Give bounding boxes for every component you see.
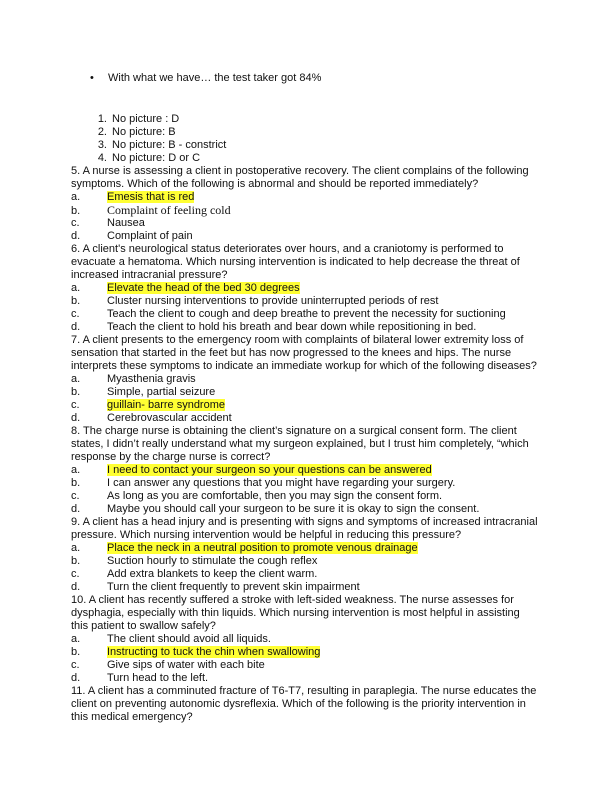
option-letter: c. xyxy=(71,659,80,671)
answer-option xyxy=(71,373,541,386)
option-text: Suction hourly to stimulate the cough reflex xyxy=(107,555,318,567)
option-letter: b. xyxy=(71,295,81,307)
option-text: I can answer any questions that you might have regarding your surgery. xyxy=(107,477,456,489)
option-letter: c. xyxy=(71,308,80,320)
option-letter: a. xyxy=(71,191,81,203)
answer-option xyxy=(71,204,541,217)
question-block xyxy=(71,425,541,516)
option-text: Add extra blankets to keep the client warm. xyxy=(107,568,318,580)
answer-option xyxy=(71,659,541,672)
option-letter: d. xyxy=(71,230,81,242)
question-stem-line: symptoms. Which of the following is abnormal and should be reported immediately? xyxy=(71,178,479,190)
numbered-item-number: 3. xyxy=(97,139,107,151)
option-text: Teach the client to cough and deep breathe to prevent the necessity for suctioning xyxy=(107,308,506,320)
option-letter: c. xyxy=(71,490,80,502)
option-text: Turn the client frequently to prevent skin impairment xyxy=(107,581,360,593)
option-letter: a. xyxy=(71,633,81,645)
answer-option xyxy=(71,295,541,308)
answer-option xyxy=(71,230,541,243)
question-stem-line: this medical emergency? xyxy=(71,711,193,723)
question-stem-line: interprets these symptoms to indicate an immediate workup for which of the following diseases? xyxy=(71,360,537,372)
numbered-item xyxy=(87,152,226,165)
option-letter: d. xyxy=(71,581,81,593)
question-block xyxy=(71,594,541,685)
answer-option xyxy=(71,321,541,334)
option-text: Give sips of water with each bite xyxy=(107,659,265,671)
option-letter: d. xyxy=(71,503,81,515)
option-letter: b. xyxy=(71,646,81,658)
option-text: Cerebrovascular accident xyxy=(107,412,232,424)
numbered-item-text: No picture: B xyxy=(112,126,176,138)
answer-option xyxy=(71,282,541,295)
option-text: The client should avoid all liquids. xyxy=(107,633,271,645)
option-letter: b. xyxy=(71,477,81,489)
question-stem-line: dysphagia, especially with thin liquids. Which nursing intervention is most helpful in assisting xyxy=(71,607,520,619)
answer-option xyxy=(71,672,541,685)
answer-option xyxy=(71,581,541,594)
option-text-highlighted: guillain- barre syndrome xyxy=(107,399,225,411)
question-stem-line: 9. A client has a head injury and is presenting with signs and symptoms of increased intracranial xyxy=(71,516,538,528)
option-text-highlighted: Instructing to tuck the chin when swallowing xyxy=(107,646,321,658)
numbered-item-text: No picture : D xyxy=(112,113,180,125)
numbered-item-text: No picture: D or C xyxy=(112,152,201,164)
numbered-item-number: 4. xyxy=(97,152,107,164)
option-text-highlighted: Place the neck in a neutral position to promote venous drainage xyxy=(107,542,418,554)
question-block xyxy=(71,516,541,594)
option-text: Maybe you should call your surgeon to be sure it is okay to sign the consent. xyxy=(107,503,480,515)
option-letter: d. xyxy=(71,321,81,333)
option-letter: b. xyxy=(71,205,81,217)
option-text: Cluster nursing interventions to provide uninterrupted periods of rest xyxy=(107,295,439,307)
answer-option xyxy=(71,477,541,490)
option-text-highlighted: I need to contact your surgeon so your questions can be answered xyxy=(107,464,432,476)
question-stem-line: client on preventing autonomic dysreflexia. Which of the following is the priority intervention in xyxy=(71,698,526,710)
question-stem-line: this patient to swallow safely? xyxy=(71,620,216,632)
question-stem-line: 11. A client has a comminuted fracture of T6-T7, resulting in paraplegia. The nurse educates the xyxy=(71,685,537,697)
question-stem-line: increased intracranial pressure? xyxy=(71,269,228,281)
answer-option xyxy=(71,633,541,646)
question-stem-line: response by the charge nurse is correct? xyxy=(71,451,271,463)
numbered-item-number: 2. xyxy=(97,126,107,138)
question-stem-line: 10. A client has recently suffered a stroke with left-sided weakness. The nurse assesses for xyxy=(71,594,514,606)
option-text: Turn head to the left. xyxy=(107,672,209,684)
option-text: Complaint of pain xyxy=(107,230,193,242)
option-letter: c. xyxy=(71,399,80,411)
bullet-text: With what we have… the test taker got 84% xyxy=(108,72,322,84)
numbered-item xyxy=(87,139,226,152)
numbered-item-number: 1. xyxy=(97,113,107,125)
numbered-item xyxy=(87,113,226,126)
option-letter: d. xyxy=(71,412,81,424)
answer-option xyxy=(71,542,541,555)
option-letter: a. xyxy=(71,464,81,476)
answer-option xyxy=(71,412,541,425)
question-block xyxy=(71,165,541,243)
question-stem-line: 6. A client's neurological status deteriorates over hours, and a craniotomy is performed to xyxy=(71,243,504,255)
option-letter: b. xyxy=(71,555,81,567)
question-stem-line: pressure. Which nursing intervention would be helpful in reducing this pressure? xyxy=(71,529,462,541)
answer-option xyxy=(71,464,541,477)
option-text: Myasthenia gravis xyxy=(107,373,196,385)
numbered-item xyxy=(87,126,226,139)
answer-option xyxy=(71,503,541,516)
answer-option xyxy=(71,490,541,503)
option-letter: c. xyxy=(71,568,80,580)
question-block xyxy=(71,334,541,425)
question-stem-line: 7. A client presents to the emergency room with complaints of bilateral lower extremity loss of xyxy=(71,334,524,346)
bullet-dot: • xyxy=(90,72,94,84)
option-text: As long as you are comfortable, then you may sign the consent form. xyxy=(107,490,443,502)
numbered-list xyxy=(87,113,226,165)
question-block xyxy=(71,685,541,724)
option-text-highlighted: Emesis that is red xyxy=(107,191,195,203)
question-list xyxy=(71,165,541,724)
question-block xyxy=(71,243,541,334)
option-letter: a. xyxy=(71,282,81,294)
option-letter: a. xyxy=(71,542,81,554)
question-stem-line: 8. The charge nurse is obtaining the client’s signature on a surgical consent form. The client xyxy=(71,425,517,437)
option-text-highlighted: Elevate the head of the bed 30 degrees xyxy=(107,282,300,294)
answer-option xyxy=(71,555,541,568)
answer-option xyxy=(71,646,541,659)
question-stem-line: states, I didn’t really understand what my surgeon explained, but I trust him completely, “which xyxy=(71,438,529,450)
question-stem-line: evacuate a hematoma. Which nursing intervention is indicated to help decrease the threat of xyxy=(71,256,520,268)
option-text: Simple, partial seizure xyxy=(107,386,216,398)
numbered-item-text: No picture: B - constrict xyxy=(112,139,227,151)
answer-option xyxy=(71,308,541,321)
option-letter: a. xyxy=(71,373,81,385)
bullet-note xyxy=(90,72,321,85)
option-letter: c. xyxy=(71,217,80,229)
option-letter: b. xyxy=(71,386,81,398)
answer-option xyxy=(71,399,541,412)
answer-option xyxy=(71,386,541,399)
answer-option xyxy=(71,568,541,581)
question-stem-line: sensation that started in the feet but has now progressed to the knees and hips. The nurse xyxy=(71,347,512,359)
option-text: Nausea xyxy=(107,217,145,229)
question-stem-line: 5. A nurse is assessing a client in postoperative recovery. The client complains of the following xyxy=(71,165,529,177)
option-text: Complaint of feeling cold xyxy=(107,203,231,217)
option-text: Teach the client to hold his breath and bear down while repositioning in bed. xyxy=(107,321,477,333)
answer-option xyxy=(71,217,541,230)
option-letter: d. xyxy=(71,672,81,684)
